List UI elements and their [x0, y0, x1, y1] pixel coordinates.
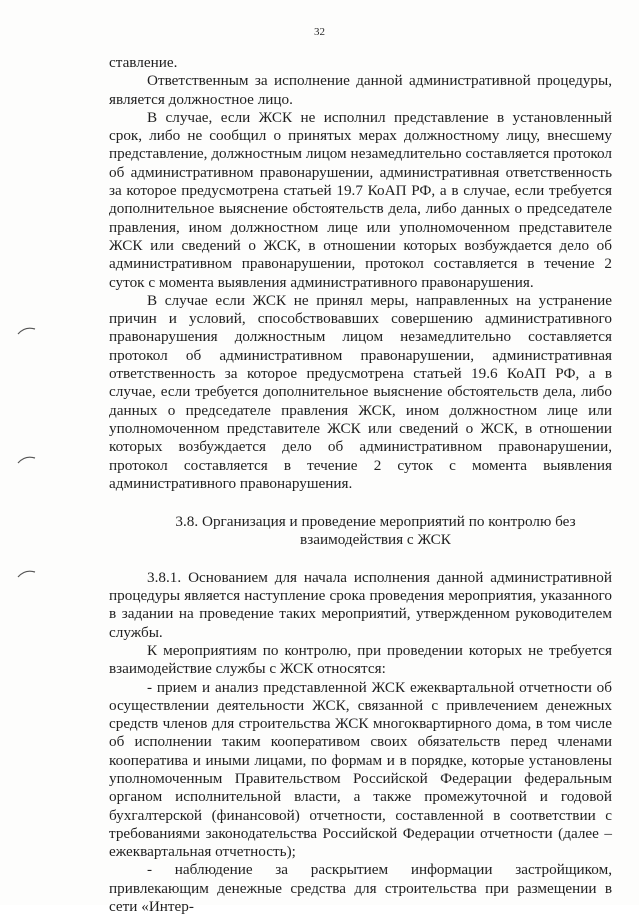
paragraph: Ответственным за исполнение данной административной процедуры, является должностное лицо.: [109, 72, 612, 108]
list-item: - прием и анализ представленной ЖСК ежеквартальной отчетности об осуществлении деятельности ЖСК, связанной с привлечением денежных средств членов для строительства ЖСК многоквартирного дома, в том числе об исполнении таким кооперативом своих обязательств перед членами кооператива и иными лицами, по формам и в порядке, которые установлены уполномоченным Правительством Российской Федерации федеральным органом исполнительной власти, а также промежуточной и годовой бухгалтерской (финансовой) отчетности, составленной в соответствии с требованиями законодательства Российской Федерации отчетности (далее – ежеквартальная отчетность);: [109, 678, 612, 861]
page-number: 32: [314, 26, 325, 38]
paragraph: В случае если ЖСК не принял меры, направленных на устранение причин и условий, способствовавших совершению административного правонарушения должностным лицом незамедлительно составляется протокол об административном правонарушении, административная ответственность за которое предусмотрена статьей 19.6 КоАП РФ, а в случае, если требуется дополнительное выяснение обстоятельств дела, либо данных о председателе правления ЖСК, ином должностном лице или уполномоченном представителе ЖСК или сведений о ЖСК, в отношении которых возбуждается дело об административном правонарушении, протокол составляется в течение 2 суток с момента выявления административного правонарушения.: [109, 291, 612, 492]
paragraph: В случае, если ЖСК не исполнил представление в установленный срок, либо не сообщил о принятых мерах должностному лицу, внесшему представление, должностным лицом незамедлительно составляется протокол об административном правонарушении, административная ответственность за которое предусмотрена статьей 19.7 КоАП РФ, а в случае, если требуется дополнительное выяснение обстоятельств дела, либо данных о председателе правления, ином должностном лице или уполномоченном представителе ЖСК или сведений о ЖСК, в отношении которых возбуждается дело об административном правонарушении, протокол составляется в течение 2 суток с момента выявления административного правонарушения.: [109, 108, 612, 291]
section-heading: 3.8. Организация и проведение мероприятий по контролю без взаимодействия с ЖСК: [175, 513, 576, 549]
list-item: - наблюдение за раскрытием информации застройщиком, привлекающим денежные средства для строительства при размещении в сети «Интер-: [109, 861, 612, 916]
binding-hole-mark: [17, 455, 37, 465]
document-body: [109, 54, 612, 916]
paragraph: 3.8.1. Основанием для начала исполнения данной административной процедуры является наступление срока проведения мероприятия, указанного в задании на проведение таких мероприятий, утвержденном руководителем службы.: [109, 568, 612, 641]
binding-hole-mark: [17, 569, 37, 579]
binding-hole-mark: [17, 326, 37, 336]
paragraph: К мероприятиям по контролю, при проведении которых не требуется взаимодействие службы с ЖСК относятся:: [109, 641, 612, 678]
paragraph: ставление.: [109, 54, 178, 71]
